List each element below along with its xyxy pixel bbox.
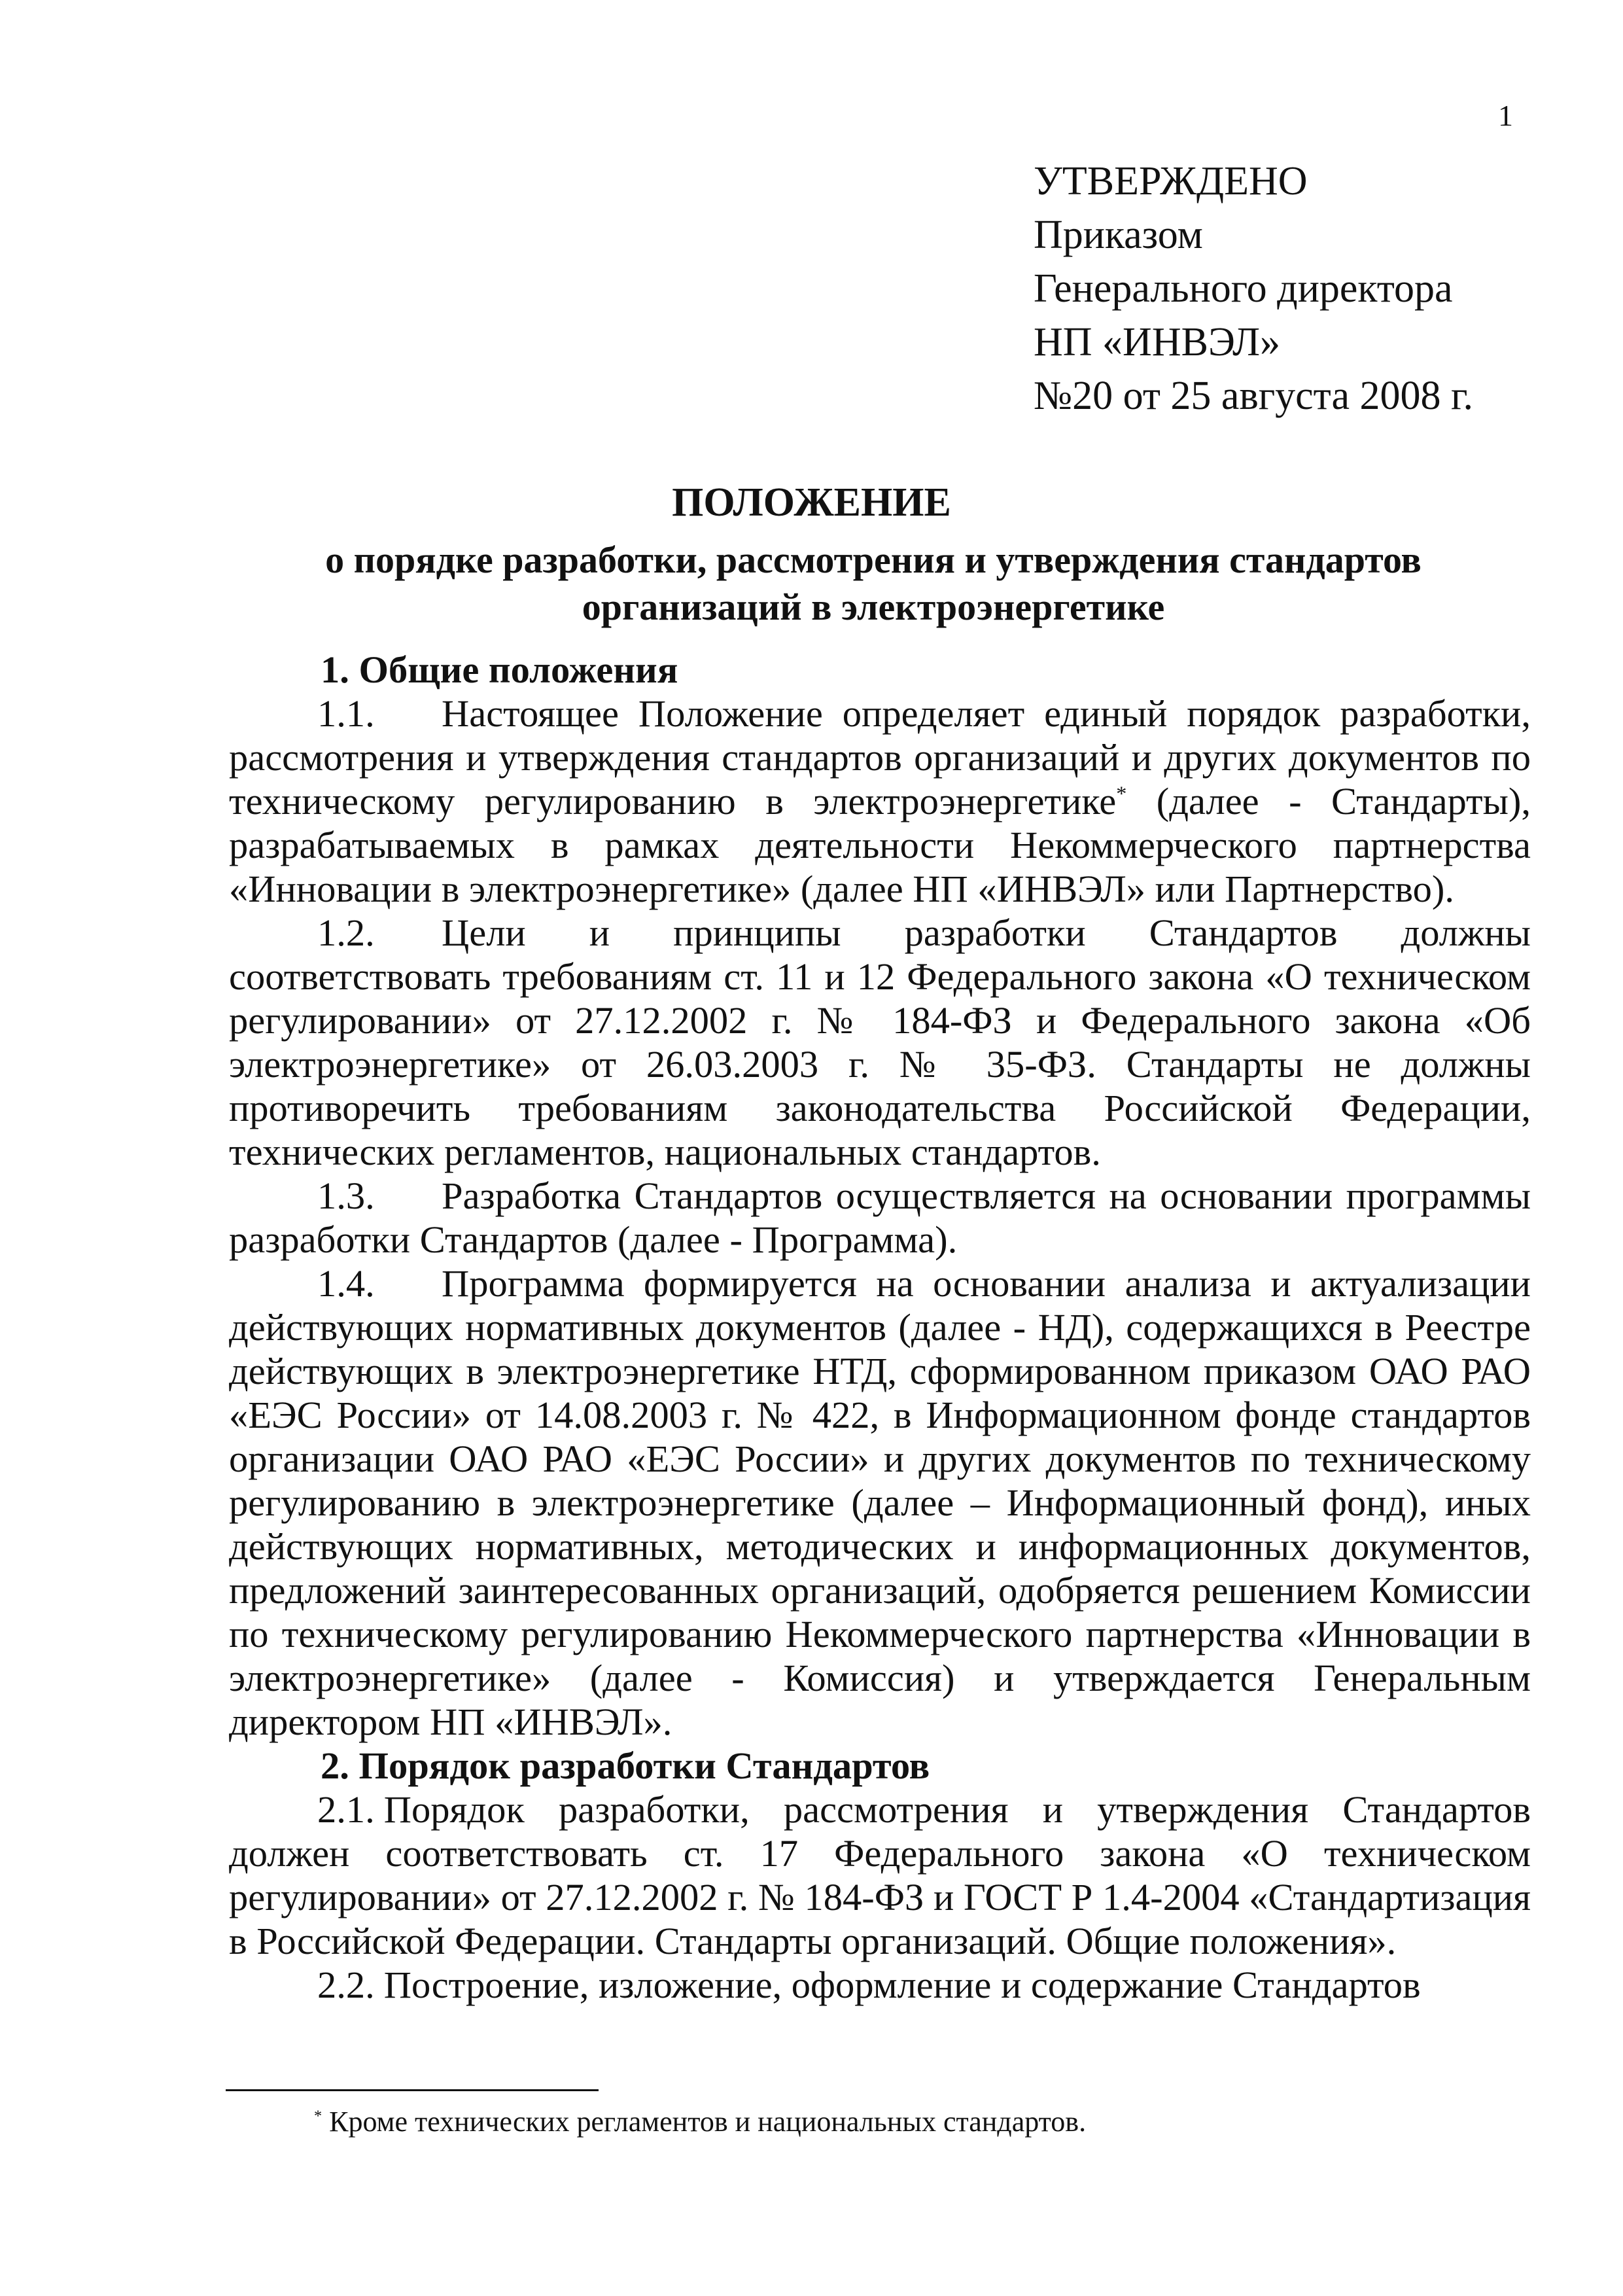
paragraph-1-1	[229, 692, 1531, 911]
approval-line: №20 от 25 августа 2008 г.	[1034, 374, 1473, 418]
paragraph-text: (далее - Стандарты), разрабатываемых в рамках деятельности Некоммерческого партнерства «Инновации в электроэнергетике» (далее НП «ИНВЭЛ» или Партнерство).	[229, 780, 1531, 910]
section-heading: 2. Порядок разработки Стандартов	[321, 1744, 930, 1787]
paragraph-text: Разработка Стандартов осуществляется на основании программы разработки Стандартов (далее - Программа).	[229, 1174, 1531, 1261]
paragraph-text: Программа формируется на основании анализа и актуализации действующих нормативных документов (далее - НД), содержащихся в Реестре действующих в электроэнергетике НТД, сформированном приказом ОАО РАО «ЕЭС России» от 14.08.2003 г. № 422, в Информационном фонде стандартов организации ОАО РАО «ЕЭС России» и других документов по техническому регулированию в электроэнергетике (далее – Информационный фонд), иных действующих нормативных, методических и информационных документов, предложений заинтересованных организаций, одобряется решением Комиссии по техническому регулированию Некоммерческого партнерства «Инновации в электроэнергетике» (далее - Комиссия) и утверждается Генеральным директором НП «ИНВЭЛ».	[229, 1262, 1531, 1743]
paragraph-text: Цели и принципы разработки Стандартов должны соответствовать требованиям ст. 11 и 12 Федерального закона «О техническом регулировании» от 27.12.2002 г. № 184-ФЗ и Федерального закона «Об электроэнергетике» от 26.03.2003 г. № 35-ФЗ. Стандарты не должны противоречить требованиям законодательства Российской Федерации, технических регламентов, национальных стандартов.	[229, 911, 1531, 1173]
paragraph-2-1	[229, 1788, 1531, 1963]
paragraph-2-2	[229, 1963, 1531, 2007]
approval-line: Приказом	[1034, 213, 1203, 257]
footnote	[314, 2104, 1086, 2140]
footnote-marker: *	[314, 2107, 323, 2125]
approval-line: Генерального директора	[1034, 266, 1453, 311]
paragraph-number: 1.4.	[317, 1262, 375, 1305]
document-body	[229, 648, 1531, 2007]
approval-line: НП «ИНВЭЛ»	[1034, 320, 1281, 364]
paragraph-text: Настоящее Положение определяет единый порядок разработки, рассмотрения и утверждения стандартов организаций и других документов по техническому регулированию в электроэнергетике	[229, 692, 1531, 822]
page-number: 1	[1498, 99, 1513, 132]
paragraph-number: 1.1.	[317, 692, 375, 735]
footnote-divider	[226, 2089, 599, 2091]
document-subtitle: о порядке разработки, рассмотрения и утверждения стандартов организаций в электроэнергетике	[325, 539, 1422, 628]
section-heading: 1. Общие положения	[321, 648, 678, 691]
approval-line: УТВЕРЖДЕНО	[1034, 159, 1308, 203]
approval-block	[1034, 154, 1473, 423]
document-title: ПОЛОЖЕНИЕ	[672, 480, 951, 525]
paragraph-number: 1.3.	[317, 1174, 375, 1217]
paragraph-1-3	[229, 1174, 1531, 1262]
paragraph-number: 2.2.	[317, 1964, 375, 2006]
paragraph-text: Построение, изложение, оформление и содержание Стандартов	[383, 1964, 1421, 2006]
paragraph-number: 1.2.	[317, 911, 375, 954]
paragraph-number: 2.1.	[317, 1788, 375, 1831]
footnote-text: Кроме технических регламентов и национальных стандартов.	[322, 2106, 1087, 2138]
paragraph-text: Порядок разработки, рассмотрения и утверждения Стандартов должен соответствовать ст. 17 Федерального закона «О техническом регулировании» от 27.12.2002 г. № 184-ФЗ и ГОСТ Р 1.4-2004 «Стандартизация в Российской Федерации. Стандарты организаций. Общие положения».	[229, 1788, 1531, 1962]
footnote-marker: *	[1116, 781, 1127, 805]
paragraph-1-2	[229, 911, 1531, 1174]
paragraph-1-4	[229, 1262, 1531, 1744]
